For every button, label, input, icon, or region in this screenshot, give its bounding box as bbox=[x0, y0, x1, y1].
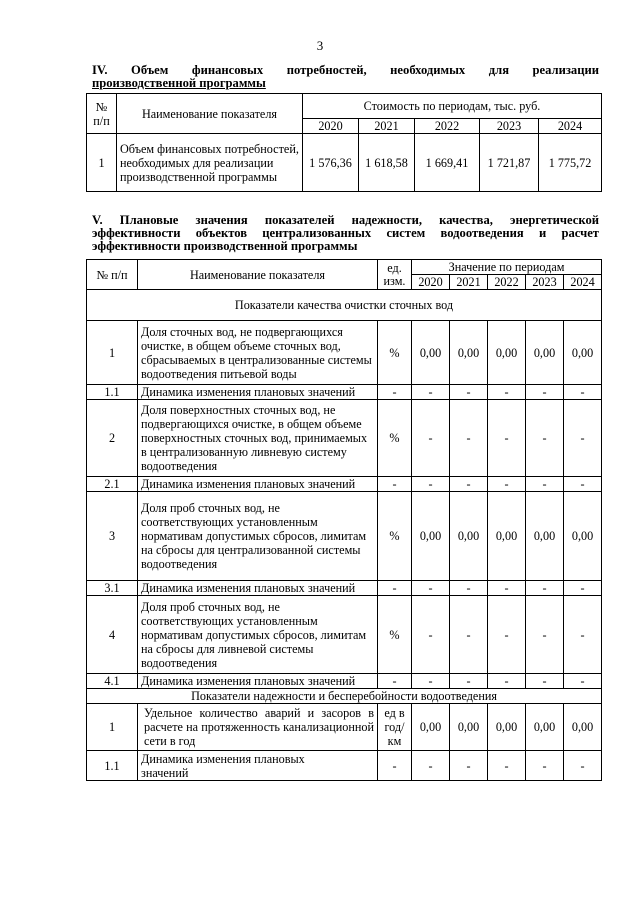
section-5-title: V. Плановые значения показателей надежности, качества, энергетической эффективности объектов централизованных систем водоотведения и расчет эффективности производственной программы bbox=[92, 213, 599, 253]
row-value: 0,00 bbox=[450, 321, 488, 385]
row-value: 1 618,58 bbox=[359, 134, 415, 192]
row-value: - bbox=[564, 581, 602, 596]
row-num: 4 bbox=[87, 596, 138, 674]
row-value: - bbox=[450, 751, 488, 781]
row-value: 1 576,36 bbox=[303, 134, 359, 192]
row-value: - bbox=[412, 674, 450, 689]
row-unit: % bbox=[378, 596, 412, 674]
row-num: 3 bbox=[87, 492, 138, 581]
row-value: - bbox=[412, 400, 450, 477]
row-value: - bbox=[488, 581, 526, 596]
row-value: 0,00 bbox=[412, 492, 450, 581]
row-value: - bbox=[450, 477, 488, 492]
header-year: 2023 bbox=[526, 275, 564, 290]
row-num: 2.1 bbox=[87, 477, 138, 492]
header-year: 2022 bbox=[415, 119, 480, 134]
row-num: 2 bbox=[87, 400, 138, 477]
row-value: - bbox=[564, 596, 602, 674]
row-unit: - bbox=[378, 385, 412, 400]
row-value: - bbox=[488, 751, 526, 781]
table-row bbox=[87, 134, 602, 192]
page-number: 3 bbox=[316, 38, 324, 53]
table-row bbox=[87, 477, 602, 492]
row-value: 1 775,72 bbox=[539, 134, 602, 192]
row-value: - bbox=[564, 477, 602, 492]
row-num: 1.1 bbox=[87, 751, 138, 781]
row-value: 0,00 bbox=[488, 704, 526, 751]
row-value: - bbox=[526, 581, 564, 596]
table-row bbox=[87, 400, 602, 477]
header-cost: Стоимость по периодам, тыс. руб. bbox=[303, 94, 602, 119]
header-year: 2020 bbox=[412, 275, 450, 290]
row-unit: ед в год/ км bbox=[378, 704, 412, 751]
table-row bbox=[87, 704, 602, 751]
row-unit: % bbox=[378, 321, 412, 385]
row-value: - bbox=[526, 385, 564, 400]
header-year: 2023 bbox=[480, 119, 539, 134]
row-name: Доля проб сточных вод, не соответствующих установленным нормативам допустимых сбросов, лимитам на сбросы для ливневой системы водоотведения bbox=[138, 596, 378, 674]
header-unit: ед. изм. bbox=[378, 260, 412, 290]
row-value: 0,00 bbox=[526, 704, 564, 751]
row-name: Доля проб сточных вод, не соответствующих установленным нормативам допустимых сбросов, лимитам на сбросы для централизованной системы водоотведения bbox=[138, 492, 378, 581]
row-value: 0,00 bbox=[450, 492, 488, 581]
group-quality-heading: Показатели качества очистки сточных вод bbox=[87, 290, 602, 321]
row-num: 1 bbox=[87, 704, 138, 751]
row-value: 0,00 bbox=[412, 704, 450, 751]
row-value: - bbox=[488, 385, 526, 400]
row-unit: % bbox=[378, 400, 412, 477]
table-row bbox=[87, 321, 602, 385]
row-num: 1.1 bbox=[87, 385, 138, 400]
row-value: 0,00 bbox=[564, 704, 602, 751]
table-row bbox=[87, 581, 602, 596]
header-year: 2024 bbox=[564, 275, 602, 290]
row-value: 1 721,87 bbox=[480, 134, 539, 192]
row-name: Доля сточных вод, не подвергающихся очистке, в общем объеме сточных вод, сбрасываемых в централизованные системы водоотведения питьевой воды bbox=[138, 321, 378, 385]
row-value: 0,00 bbox=[526, 321, 564, 385]
table-row bbox=[87, 751, 602, 781]
row-num: 4.1 bbox=[87, 674, 138, 689]
row-unit: - bbox=[378, 674, 412, 689]
section-4-title-line1: IV. Объем финансовых потребностей, необходимых для реализации bbox=[92, 63, 599, 77]
section-4-title-line2: производственной программы bbox=[92, 76, 266, 90]
header-num: № п/п bbox=[87, 260, 138, 290]
row-value: - bbox=[526, 674, 564, 689]
table-row bbox=[87, 492, 602, 581]
row-unit: - bbox=[378, 581, 412, 596]
row-value: - bbox=[450, 581, 488, 596]
row-num: 1 bbox=[87, 321, 138, 385]
row-value: - bbox=[412, 751, 450, 781]
row-value: - bbox=[526, 477, 564, 492]
row-value: - bbox=[564, 400, 602, 477]
row-value: - bbox=[450, 400, 488, 477]
section-4-title bbox=[92, 64, 599, 90]
header-year: 2024 bbox=[539, 119, 602, 134]
row-value: - bbox=[412, 596, 450, 674]
header-values: Значение по периодам bbox=[412, 260, 602, 275]
row-value: - bbox=[488, 477, 526, 492]
row-value: - bbox=[526, 596, 564, 674]
row-value: 0,00 bbox=[564, 492, 602, 581]
row-name: Удельное количество аварий и засоров в расчете на протяженность канализационной сети в год bbox=[138, 704, 378, 751]
row-num: 1 bbox=[87, 134, 117, 192]
row-value: - bbox=[488, 400, 526, 477]
row-value: 0,00 bbox=[526, 492, 564, 581]
row-value: 0,00 bbox=[450, 704, 488, 751]
row-unit: - bbox=[378, 751, 412, 781]
row-value: - bbox=[412, 581, 450, 596]
row-value: 0,00 bbox=[488, 321, 526, 385]
header-num: № п/п bbox=[87, 94, 117, 134]
row-unit: - bbox=[378, 477, 412, 492]
row-value: - bbox=[564, 751, 602, 781]
row-name: Динамика изменения плановых значений bbox=[138, 581, 378, 596]
header-year: 2021 bbox=[450, 275, 488, 290]
row-name: Динамика изменения плановых значений bbox=[138, 751, 378, 781]
row-value: - bbox=[526, 400, 564, 477]
row-value: 0,00 bbox=[488, 492, 526, 581]
row-name: Объем финансовых потребностей, необходимых для реализации производственной программы bbox=[117, 134, 303, 192]
row-value: - bbox=[450, 674, 488, 689]
financial-needs-table bbox=[86, 93, 602, 192]
row-value: - bbox=[488, 596, 526, 674]
group-reliability-heading: Показатели надежности и бесперебойности водоотведения bbox=[87, 689, 602, 704]
row-num: 3.1 bbox=[87, 581, 138, 596]
header-name: Наименование показателя bbox=[117, 94, 303, 134]
row-value: - bbox=[564, 385, 602, 400]
header-name: Наименование показателя bbox=[138, 260, 378, 290]
row-value: - bbox=[412, 385, 450, 400]
table-row bbox=[87, 385, 602, 400]
header-year: 2022 bbox=[488, 275, 526, 290]
row-value: - bbox=[412, 477, 450, 492]
row-value: - bbox=[450, 385, 488, 400]
row-value: - bbox=[450, 596, 488, 674]
header-year: 2021 bbox=[359, 119, 415, 134]
row-value: - bbox=[526, 751, 564, 781]
row-name: Динамика изменения плановых значений bbox=[138, 385, 378, 400]
indicators-table bbox=[86, 259, 602, 781]
table-row bbox=[87, 674, 602, 689]
row-name: Динамика изменения плановых значений bbox=[138, 674, 378, 689]
table-row bbox=[87, 596, 602, 674]
row-unit: % bbox=[378, 492, 412, 581]
row-name: Доля поверхностных сточных вод, не подвергающихся очистке, в общем объеме поверхностных сточных вод, принимаемых в централизованную ливневую систему водоотведения bbox=[138, 400, 378, 477]
row-value: - bbox=[564, 674, 602, 689]
row-value: 1 669,41 bbox=[415, 134, 480, 192]
row-value: - bbox=[488, 674, 526, 689]
row-value: 0,00 bbox=[564, 321, 602, 385]
row-value: 0,00 bbox=[412, 321, 450, 385]
header-year: 2020 bbox=[303, 119, 359, 134]
row-name: Динамика изменения плановых значений bbox=[138, 477, 378, 492]
